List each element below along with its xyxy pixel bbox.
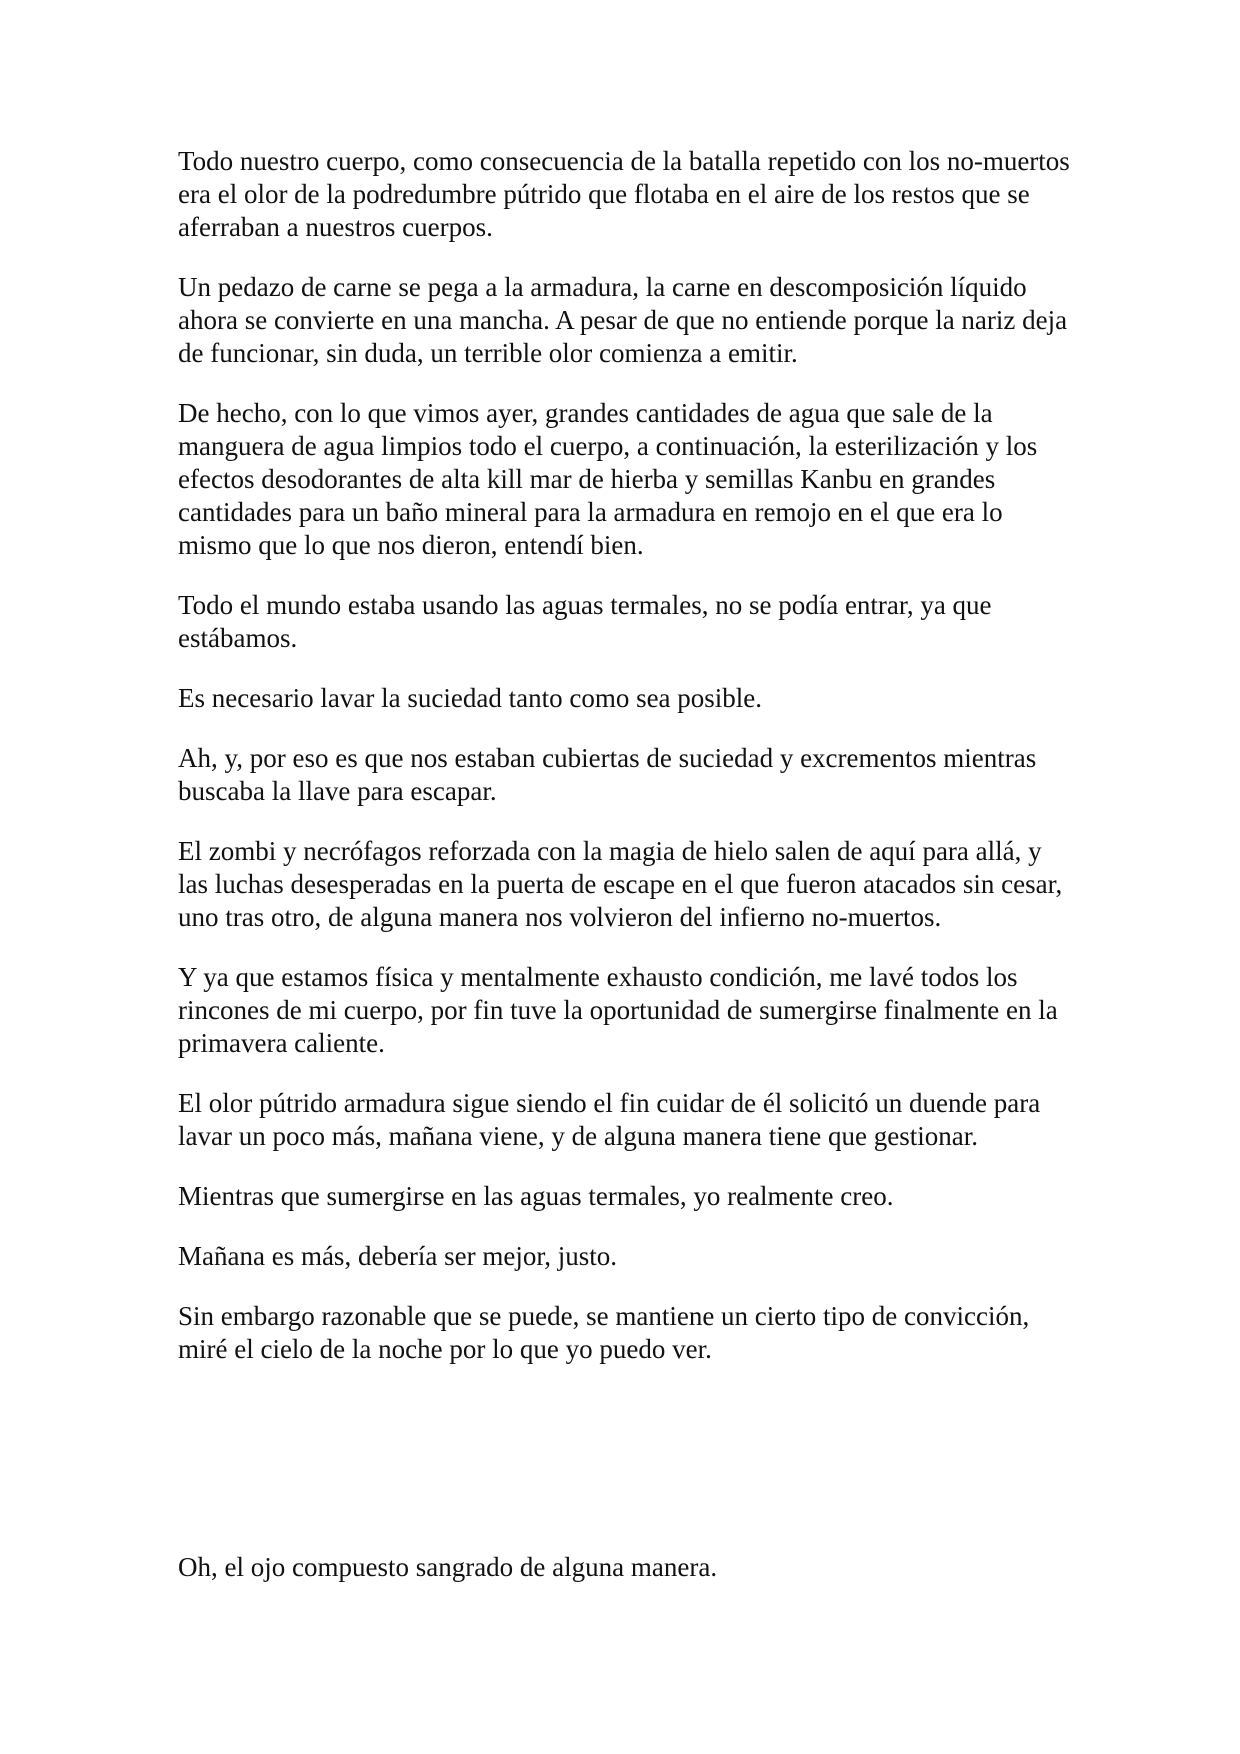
paragraph-6: Ah, y, por eso es que nos estaban cubiertas de suciedad y excrementos mientras buscaba la llave para escapar. — [178, 743, 1037, 806]
paragraph-10: Mientras que sumergirse en las aguas termales, yo realmente creo. — [178, 1181, 894, 1211]
paragraph-7: El zombi y necrófagos reforzada con la magia de hielo salen de aquí para allá, y las luchas desesperadas en la puerta de escape en el que fueron atacados sin cesar, uno tras otro, de alguna manera nos volvieron del infierno no-muertos. — [178, 836, 1063, 932]
paragraph-12: Sin embargo razonable que se puede, se mantiene un cierto tipo de convicción, miré el cielo de la noche por lo que yo puedo ver. — [178, 1301, 1030, 1364]
final-line: Oh, el ojo compuesto sangrado de alguna manera. — [178, 1552, 718, 1582]
body-text — [178, 145, 1078, 1393]
paragraph-9: El olor pútrido armadura sigue siendo el fin cuidar de él solicitó un duende para lavar un poco más, mañana viene, y de alguna manera tiene que gestionar. — [178, 1088, 1041, 1151]
paragraph-3: De hecho, con lo que vimos ayer, grandes cantidades de agua que sale de la manguera de agua limpios todo el cuerpo, a continuación, la esterilización y los efectos desodorantes de alta kill mar de hierba y semillas Kanbu en grandes cantidades para un baño mineral para la armadura en remojo en el que era lo mismo que lo que nos dieron, entendí bien. — [178, 398, 1038, 560]
paragraph-11: Mañana es más, debería ser mejor, justo. — [178, 1241, 618, 1271]
paragraph-2: Un pedazo de carne se pega a la armadura, la carne en descomposición líquido ahora se convierte en una mancha. A pesar de que no entiende porque la nariz deja de funcionar, sin duda, un terrible olor comienza a emitir. — [178, 272, 1068, 368]
paragraph-5: Es necesario lavar la suciedad tanto como sea posible. — [178, 683, 763, 713]
paragraph-8: Y ya que estamos física y mentalmente exhausto condición, me lavé todos los rincones de mi cuerpo, por fin tuve la oportunidad de sumergirse finalmente en la primavera caliente. — [178, 962, 1058, 1058]
paragraph-1: Todo nuestro cuerpo, como consecuencia de la batalla repetido con los no-muertos era el olor de la podredumbre pútrido que flotaba en el aire de los restos que se aferraban a nuestros cuerpos. — [178, 146, 1070, 242]
paragraph-4: Todo el mundo estaba usando las aguas termales, no se podía entrar, ya que estábamos. — [178, 590, 992, 653]
